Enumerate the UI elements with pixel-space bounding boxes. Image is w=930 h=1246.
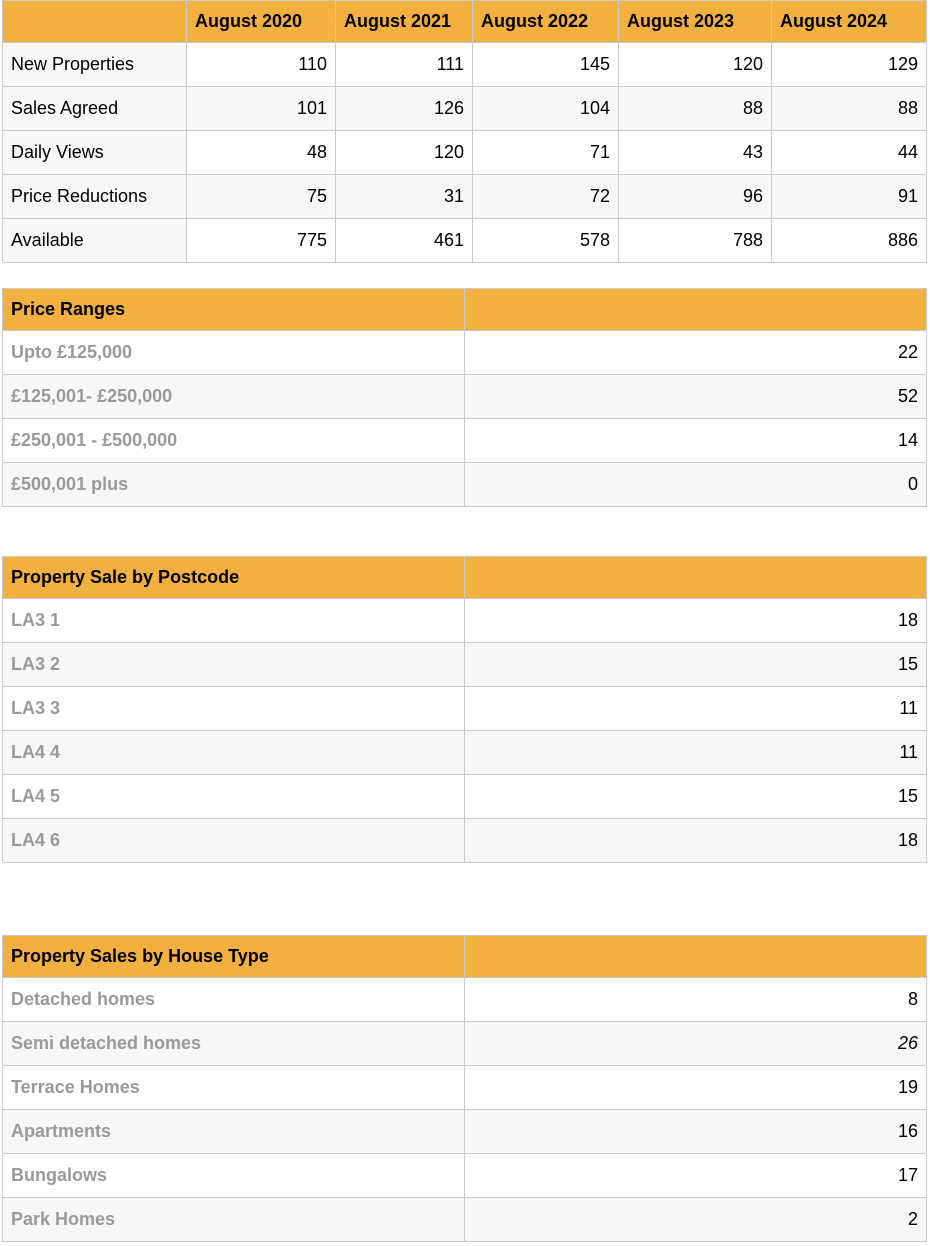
table-cell: 71 (473, 131, 619, 175)
row-label-available: Available (3, 219, 187, 263)
table-cell: 44 (772, 131, 927, 175)
postcode-label: LA4 4 (3, 731, 465, 775)
house-type-label: Detached homes (3, 978, 465, 1022)
table-row (3, 87, 927, 131)
table-row (3, 643, 927, 687)
table-cell: 75 (187, 175, 336, 219)
price-ranges-header-row (3, 289, 927, 331)
table-cell: 578 (473, 219, 619, 263)
postcode-table (2, 556, 927, 863)
table-row (3, 219, 927, 263)
postcode-value: 15 (465, 775, 927, 819)
house-type-table (2, 935, 927, 1242)
price-range-label: Upto £125,000 (3, 331, 465, 375)
price-range-label: £125,001- £250,000 (3, 375, 465, 419)
house-type-value: 2 (465, 1198, 927, 1242)
price-range-label: £250,001 - £500,000 (3, 419, 465, 463)
table-cell: 788 (619, 219, 772, 263)
table-row (3, 731, 927, 775)
table-cell: 461 (336, 219, 473, 263)
table-cell: 31 (336, 175, 473, 219)
table-row (3, 463, 927, 507)
table-row (3, 599, 927, 643)
table-cell: 72 (473, 175, 619, 219)
house-type-label: Semi detached homes (3, 1022, 465, 1066)
table-row (3, 1110, 927, 1154)
postcode-value: 18 (465, 599, 927, 643)
house-type-value: 17 (465, 1154, 927, 1198)
house-type-title: Property Sales by House Type (3, 936, 465, 978)
price-ranges-table (2, 288, 927, 507)
postcode-value: 11 (465, 687, 927, 731)
postcode-value: 18 (465, 819, 927, 863)
table-cell: 88 (772, 87, 927, 131)
table-row (3, 175, 927, 219)
postcode-title: Property Sale by Postcode (3, 557, 465, 599)
price-ranges-header-blank (465, 289, 927, 331)
table-row (3, 419, 927, 463)
table-cell: 111 (336, 43, 473, 87)
overview-header-aug-2023: August 2023 (619, 1, 772, 43)
table-cell: 886 (772, 219, 927, 263)
price-range-value: 52 (465, 375, 927, 419)
table-cell: 120 (619, 43, 772, 87)
house-type-header-blank (465, 936, 927, 978)
row-label-daily-views: Daily Views (3, 131, 187, 175)
table-cell: 101 (187, 87, 336, 131)
price-range-value: 22 (465, 331, 927, 375)
house-type-label: Park Homes (3, 1198, 465, 1242)
house-type-value: 26 (465, 1022, 927, 1066)
house-type-label: Terrace Homes (3, 1066, 465, 1110)
row-label-sales-agreed: Sales Agreed (3, 87, 187, 131)
table-row (3, 1066, 927, 1110)
postcode-label: LA3 2 (3, 643, 465, 687)
postcode-label: LA3 1 (3, 599, 465, 643)
table-row (3, 775, 927, 819)
postcode-value: 11 (465, 731, 927, 775)
overview-header-aug-2021: August 2021 (336, 1, 473, 43)
row-label-new-properties: New Properties (3, 43, 187, 87)
overview-header-row (3, 1, 927, 43)
table-row (3, 819, 927, 863)
postcode-label: LA3 3 (3, 687, 465, 731)
overview-header-aug-2020: August 2020 (187, 1, 336, 43)
table-row (3, 131, 927, 175)
price-range-value: 14 (465, 419, 927, 463)
table-cell: 48 (187, 131, 336, 175)
table-row (3, 375, 927, 419)
house-type-label: Apartments (3, 1110, 465, 1154)
house-type-value: 16 (465, 1110, 927, 1154)
table-cell: 104 (473, 87, 619, 131)
table-cell: 88 (619, 87, 772, 131)
row-label-price-reductions: Price Reductions (3, 175, 187, 219)
table-row (3, 978, 927, 1022)
price-range-value: 0 (465, 463, 927, 507)
house-type-value: 8 (465, 978, 927, 1022)
price-ranges-title: Price Ranges (3, 289, 465, 331)
table-row (3, 43, 927, 87)
house-type-header-row (3, 936, 927, 978)
table-cell: 43 (619, 131, 772, 175)
table-row (3, 1198, 927, 1242)
postcode-header-blank (465, 557, 927, 599)
table-cell: 96 (619, 175, 772, 219)
postcode-value: 15 (465, 643, 927, 687)
postcode-header-row (3, 557, 927, 599)
table-cell: 91 (772, 175, 927, 219)
overview-header-blank (3, 1, 187, 43)
postcode-label: LA4 6 (3, 819, 465, 863)
table-row (3, 1154, 927, 1198)
overview-header-aug-2022: August 2022 (473, 1, 619, 43)
price-range-label: £500,001 plus (3, 463, 465, 507)
table-cell: 129 (772, 43, 927, 87)
table-cell: 145 (473, 43, 619, 87)
table-cell: 126 (336, 87, 473, 131)
table-row (3, 331, 927, 375)
house-type-value: 19 (465, 1066, 927, 1110)
postcode-label: LA4 5 (3, 775, 465, 819)
table-row (3, 687, 927, 731)
table-row (3, 1022, 927, 1066)
table-cell: 120 (336, 131, 473, 175)
house-type-label: Bungalows (3, 1154, 465, 1198)
overview-header-aug-2024: August 2024 (772, 1, 927, 43)
table-cell: 775 (187, 219, 336, 263)
overview-table (2, 0, 927, 263)
table-cell: 110 (187, 43, 336, 87)
